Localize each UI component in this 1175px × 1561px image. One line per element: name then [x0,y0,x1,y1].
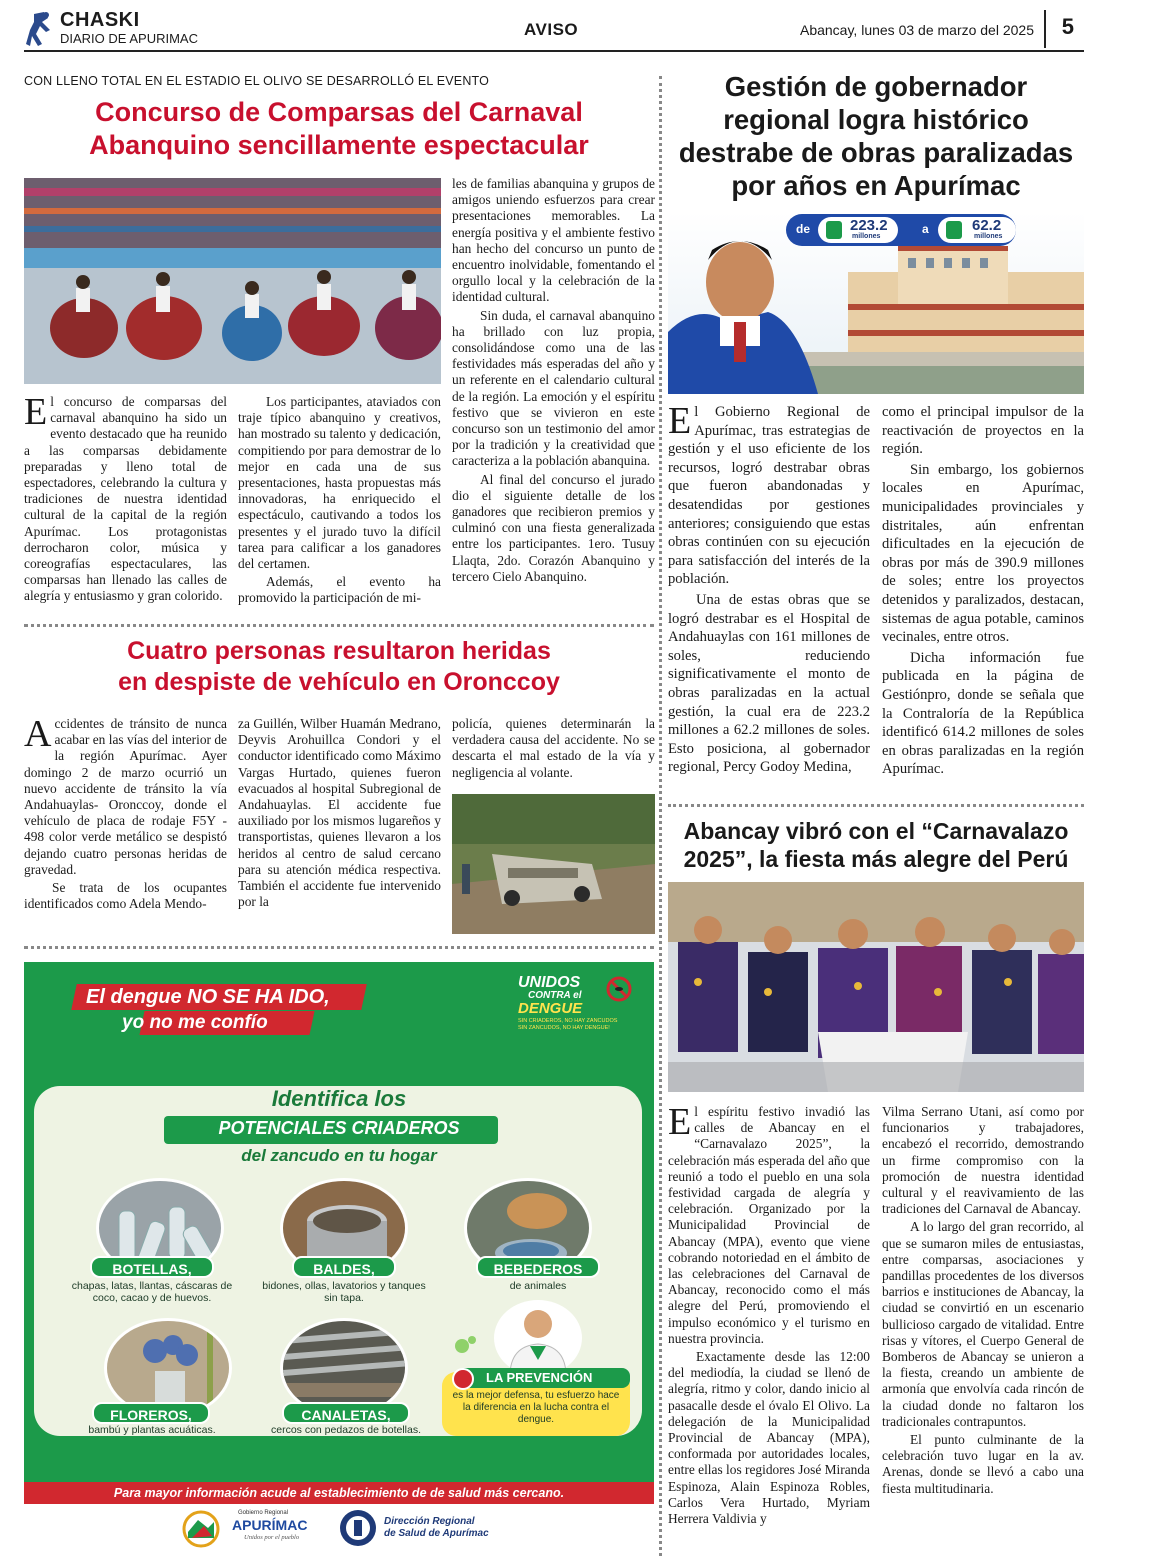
item-caption-floreros: bambú y plantas acuáticas. [88,1424,216,1436]
item-caption-canaletas: cercos con pedazos de botellas. [270,1424,421,1436]
doctor-illustration-icon [490,1298,586,1376]
masthead [24,6,1084,52]
article3-headline-line3: destrabe de obras paralizadas [678,137,1074,168]
dropcap: E [668,1101,692,1143]
item-caption-baldes: bidones, ollas, lavatorios y tanques sin tapa. [262,1280,426,1304]
brand [60,10,198,45]
logo1-tagline: Unidos por el pueblo [244,1534,300,1541]
ad-top-line2 [122,1012,268,1034]
graphic-unit-after: millones [974,233,1003,240]
article2-col2 [238,716,441,912]
no-mosquito-icon [606,976,632,1002]
body-text: l Gobierno Regional de Apurímac, tras estrategias de gestión y el uso eficiente de los recursos, logró destrabar obras que fueron abandonadas y desatendidas por gestiones anteriores; consiguiendo que estas obras continúen con su ejecución para satisfacción del interés de la población. [668,404,870,588]
governor-hospital-graphic [668,212,1084,394]
carnavalazo-parade-photo [668,882,1084,1092]
item-caption-botellas: chapas, latas, llantas, cáscaras de coco, cacao y de huevos. [71,1280,233,1304]
page-number: 5 [1061,14,1074,39]
section-divider [668,804,1084,807]
ad-top-line1: El dengue NO SE HA IDO, [86,986,330,1008]
item-label-canaletas: CANALETAS, [282,1402,410,1424]
brand-subtitle: DIARIO DE APURIMAC [60,31,198,46]
ad-heading-2: POTENCIALES CRIADEROS [218,1118,460,1138]
article3-headline-line2: regional logra histórico [723,104,1029,135]
ad-top-line2-a: yo [122,1012,145,1033]
body-text: l concurso de comparsas del carnaval abanquino ha sido un evento destacado que ha reunido a las comparsas debidamente preparadas y lleno total de espectadores, celebrando la cultura y tradiciones de nuestra identidad cultural de la capital de la región Apurímac. Los protagonistas derrocharon color, música y coreografías espectaculares, las comparsas han llenado las calles de alegría y entusiasmo y gran colorido. [24,394,227,604]
brand-name: CHASKI [60,9,140,31]
article4-col2 [882,1104,1084,1499]
overturned-vehicle-photo [452,794,655,934]
section-divider [24,946,654,949]
article2-headline-line2: en despiste de vehículo en Oronccoy [118,667,560,696]
body-text: Se trata de los ocupantes identificados como Adela Mendo- [24,880,227,912]
article2-headline-line1: Cuatro personas resultaron heridas [127,637,551,665]
graphic-value-before: 223.2 [850,217,888,234]
article4-headline-line1: Abancay vibró con el “Carnavalazo [683,818,1069,844]
badge-line3: DENGUE [518,1000,583,1017]
body-text: Vilma Serrano Utani, así como por funcionarios y trabajadores, encabezó el recorrido, demostrando un firme compromiso con la promoción de nuestra identidad cultural y el reavivamiento de las tradiciones del Carnaval de Abancay. [882,1104,1084,1217]
ad-top-line2-b: no me confío [149,1012,268,1033]
body-text: les de familias abanquina y grupos de amigos uniendo esfuerzos para crear presentaciones memorables. La energía positiva y el ambiente festivo han hecho del concurso un punto de encuentro inolvidable, fomentando el orgullo local y la celebración de la identidad cultural. [452,176,655,305]
body-text: Sin duda, el carnaval abanquino ha brillado con luz propia, consolidándose como una de las festividades más esperadas del año y un referente en el calendario cultural de la región. La emoción y el espíritu festivo que se vivieron en este concurso son un testimonio del amor por la tradición y la creatividad que caracteriza a la población abanquina. [452,307,655,469]
body-text: Dicha información fue publicada en la página de Gestiónpro, donde se señala que la Contraloría de la República identificó 614.2 millones de soles en obras paralizadas en la región Apurímac. [882,649,1084,778]
section-divider [24,624,654,627]
logo2-line1: Dirección Regional [384,1516,475,1527]
chaski-runner-logo-icon [26,10,56,50]
article1-headline-line2: Abanquino sencillamente espectacular [89,129,589,160]
article4-headline-line2: 2025”, la fiesta más alegre del Perú [683,845,1069,872]
body-text: Los participantes, ataviados con traje típico abanquino y creativos, han mostrado su talento y dedicación, compitiendo por para demostrar de lo mejor en cada una de sus presentaciones, hasta propuestas más innovadoras, ha enriquecido el espectáculo, cautivando a todos los presentes y el jurado tuvo la difícil tarea para calificar a los ganadores del certamen. [238,394,441,572]
article4-headline [668,818,1084,873]
badge-line2: CONTRA el [528,990,582,1001]
article2-col1 [24,713,227,914]
body-text: Sin embargo, los gobiernos locales en Apurímac, municipalidades provinciales y distritales, aún enfrentan dificultades en la ejecución de obras por más de 390.9 millones de soles; entre los proyectos detenidos y paralizados, destacan, sistemas de agua potable, caminos vecinales, entre otros. [882,461,1084,646]
unidos-dengue-badge [518,972,638,1031]
article3-col1 [668,400,870,779]
article1-headline [24,96,654,162]
body-text: policía, quienes determinarán la verdadera causa del accidente. No se descarta el mal estado de la vía y negligencia al volante. [452,716,655,780]
item-caption-bebederos: de animales [509,1280,567,1292]
dropcap: A [24,713,52,755]
graphic-a: a [922,222,929,236]
header-divider [1044,10,1046,48]
body-text: Exactamente desde las 12:00 del mediodía, la ciudad se llenó de alegría, ritmo y color, dando inicio al pasacalle desde el óvalo El Olivo. La delegación de la Municipalidad Provincial de Abancay (MPA), conformada por autoridades locales, entre ellas los regidores José Miranda Espinoza, Alain Espinoza Robles, Carlos Vera Hurtado, Myriam Herrera Valdivia y [668,1349,870,1527]
dropcap: E [668,400,692,442]
play-icon [452,1368,474,1390]
item-label-baldes: BALDES, [292,1256,396,1278]
item-label-bebederos: BEBEDEROS [476,1256,600,1278]
column-divider [659,76,662,1556]
article1-col1 [24,391,227,607]
badge-line4: SIN CRIADEROS, NO HAY ZANCUDOS SIN ZANCUDOS, NO HAY DENGUE! [518,1018,618,1031]
speech-bubble-icon [454,1334,478,1354]
article3-headline [668,70,1084,202]
article1-kicker: CON LLENO TOTAL EN EL ESTADIO EL OLIVO SE DESARROLLÓ EL EVENTO [24,74,490,88]
article1-headline-line1: Concurso de Comparsas del Carnaval [95,97,583,127]
item-label-floreros: FLOREROS, [92,1402,210,1424]
dateline: Abancay, lunes 03 de marzo del 2025 [799,22,1034,38]
article3-col2 [882,403,1084,781]
badge-line1: UNIDOS [518,974,581,991]
article2-headline [24,636,654,697]
graphic-unit-before: millones [852,233,881,240]
article4-col1 [668,1101,870,1529]
body-text: Además, el evento ha promovido la participación de mi- [238,574,441,606]
apurimac-region-logo-icon [174,1510,228,1548]
body-text: Al final del concurso el jurado dio el siguiente detalle de los ganadores que recibieron premios y culminó con una fiesta generalizada entre los participantes. 1ero. Tusuy Llaqta, 2do. Corazón Abanquino y tercero Cielo Abanquino. [452,471,655,584]
article1-col3 [452,176,655,587]
dropcap: E [24,391,48,433]
article1-col2 [238,394,441,609]
body-text: ccidentes de tránsito de nunca acabar en las vías del interior de la región Apurímac. Ayer domingo 2 de marzo ocurrió un nuevo accidente de tránsito la vía Andahuaylas- Oronccoy, donde el vehículo de placa de rodaje F5Y - 498 color verde metálico se despistó dejando cuatro personas heridas de gravedad. [24,716,227,877]
graphic-value-after: 62.2 [972,217,1002,234]
ad-logos [24,1504,654,1554]
article3-headline-line4: por años en Apurímac [731,170,1021,201]
carnival-dancers-photo [24,178,441,384]
dengue-ad [24,962,654,1554]
article2-col3 [452,716,655,783]
body-text: como el principal impulsor de la reactivación de proyectos en la región. [882,404,1084,458]
prevention-heading: LA PREVENCIÓN [458,1368,630,1388]
body-text: za Guillén, Wilber Huamán Medrano, Deyvis Arohuillca Condori y el conductor identificado como Máximo Vargas Hurtado, quienes fueron evacuados al hospital Subregional de Andahuaylas. El accidente fue auxiliado por los mismos lugareños y transportistas, quienes llevaron a los heridos al centro de salud cercano para su atención médica respectiva. También el accidente fue intervenido por la [238,716,441,910]
logo2-line2: de Salud de Apurímac [384,1528,489,1539]
body-text: Una de estas obras que se logró destrabar es el Hospital de Andahuaylas con 161 millones de soles, reduciendo significativamente el monto de obras paralizadas en la actual gestión, la cual era de 223.2 millones a 62.2 millones de soles. Esto posiciona, al gobernador regional, Percy Godoy Medina, [668,591,870,776]
logo1-name: APURÍMAC [232,1517,308,1533]
article3-headline-line1: Gestión de gobernador [724,71,1028,102]
body-text: El punto culminante de la celebración tuvo lugar en la av. Arenas, donde se llevó a cabo una fiesta multitudinaria. [882,1432,1084,1496]
body-text: A lo largo del gran recorrido, al que se sumaron miles de entusiastas, entre comparsas, asociaciones y pandillas procedentes de los diversos barrios e instituciones de Abancay, la ciudad se convirtió en un escenario bullicioso cargado de vitalidad. Entre risas y vítores, el Cuerpo General de Bomberos de Abancay se unieron a la fiesta, creando un ambiente de armonía que envolvía cada rincón de la ciudad donde no faltaron los tradicionales contrapuntos. [882,1219,1084,1429]
ad-heading-3: del zancudo en tu hogar [241,1146,437,1165]
graphic-de: de [796,222,811,236]
ad-heading-1: Identifica los [271,1086,407,1111]
prevention-text: es la mejor defensa, tu esfuerzo hace la diferencia en la lucha contra el dengue. [452,1390,620,1425]
section-title: AVISO [524,20,579,39]
body-text: l espíritu festivo invadió las calles de Abancay en el “Carnavalazo 2025”, la celebración más esperada del año que reunió a todo el pueblo en una sola festividad cargada de alegría y celebración. Organizado por la Municipalidad Provincial de Abancay (MPA), evento que viene cobrando notoriedad en el ámbito de las celebraciones del Carnaval de Abancay, reconocido como el más alegre del Perú, promoviendo el impulso económico y el turismo en nuestra provincia. [668,1104,870,1346]
logo1-small: Gobierno Regional [238,1510,289,1516]
item-label-botellas: BOTELLAS, [90,1256,214,1278]
diresa-seal-icon [338,1508,378,1548]
ad-footer-banner: Para mayor información acude al establecimiento de de salud más cercano. [24,1482,654,1504]
